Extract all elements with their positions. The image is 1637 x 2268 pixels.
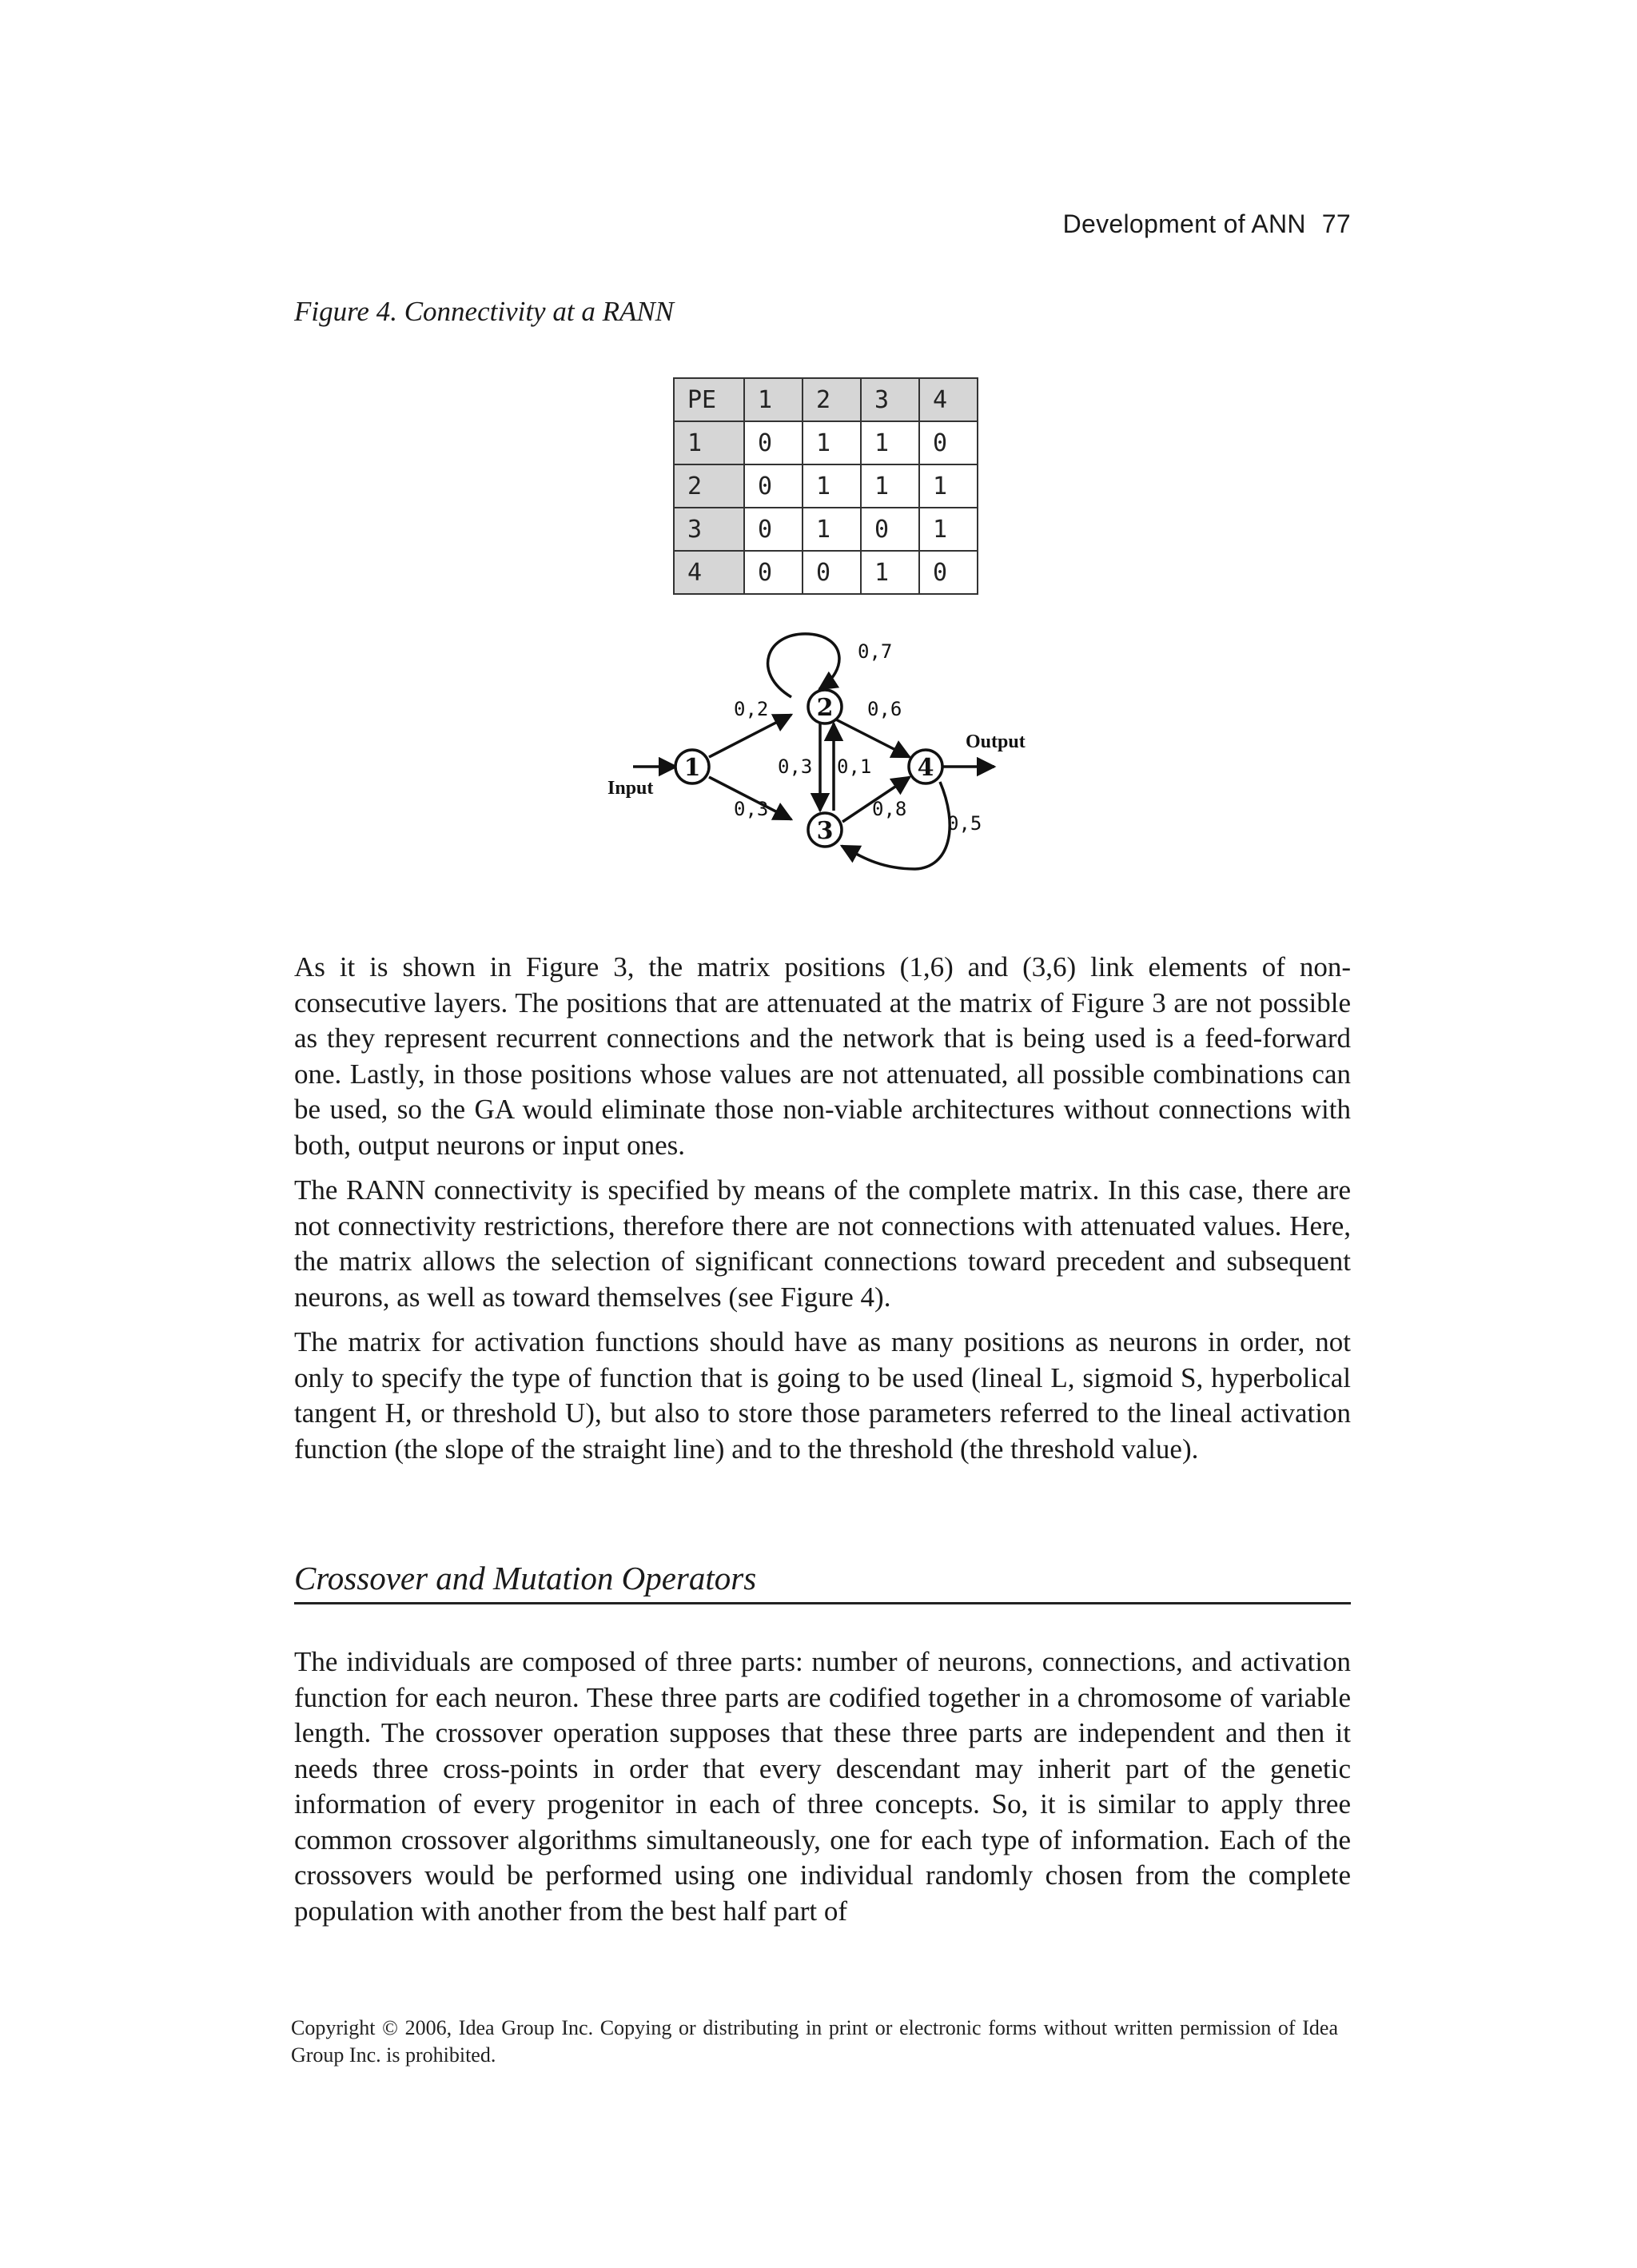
matrix-cell: 0: [744, 421, 803, 464]
matrix-cell: 1: [919, 508, 978, 551]
paragraph: The individuals are composed of three parts: number of neurons, connections, and activation function for each neuron. These three parts are codified together in a chromosome of variable length. The crossover operation supposes that these three parts are independent and then it needs three cross-points in order that every descendant may inherit part of the genetic information of every progenitor in each of three concepts. So, it is similar to apply three common crossover algorithms simultaneously, one for each type of information. Each of the crossovers would be performed using one individual randomly chosen from the complete population with another from the best half part of: [294, 1646, 1351, 1927]
matrix-cell: 0: [744, 464, 803, 508]
weight-1-3: 0,3: [734, 798, 769, 820]
self-loop-2: [768, 634, 839, 697]
matrix-cell: 1: [803, 421, 861, 464]
running-head: [919, 209, 1351, 239]
page-number: 77: [1321, 209, 1351, 238]
matrix-cell: 0: [861, 508, 919, 551]
weight-1-2: 0,2: [734, 698, 769, 720]
matrix-cell: 1: [861, 421, 919, 464]
weight-2-2: 0,7: [858, 640, 893, 663]
weight-3-4: 0,8: [872, 798, 907, 820]
matrix-row: [674, 464, 978, 508]
matrix-row: [674, 421, 978, 464]
copyright-footer: Copyright © 2006, Idea Group Inc. Copying or distributing in print or electronic forms without written permission of Idea Group Inc. is prohibited.: [291, 2016, 1338, 2067]
matrix-row-header: 4: [674, 551, 744, 594]
weight-4-3: 0,5: [947, 812, 982, 835]
rann-network-diagram: [591, 624, 1039, 887]
matrix-cell: 0: [744, 508, 803, 551]
matrix-col-header: 3: [861, 378, 919, 421]
matrix-row-header: 2: [674, 464, 744, 508]
node-4-label: 4: [917, 754, 934, 782]
node-2-label: 2: [816, 694, 834, 722]
matrix-cell: 1: [803, 508, 861, 551]
matrix-header-row: [674, 378, 978, 421]
matrix-cell: 1: [861, 551, 919, 594]
matrix-cell: 0: [919, 421, 978, 464]
running-title: Development of ANN: [1062, 209, 1306, 238]
matrix-row-header: 1: [674, 421, 744, 464]
matrix-col-header: 2: [803, 378, 861, 421]
matrix-cell: 1: [803, 464, 861, 508]
weight-2-3: 0,3: [778, 755, 813, 778]
body-text: [294, 950, 1351, 1477]
edge-4-3: [842, 782, 950, 869]
edge-2-4: [826, 715, 910, 757]
input-label: Input: [607, 778, 654, 799]
matrix-row: [674, 508, 978, 551]
weight-3-2: 0,1: [837, 755, 872, 778]
matrix-cell: 0: [744, 551, 803, 594]
matrix-cell: 0: [919, 551, 978, 594]
node-3-label: 3: [816, 817, 834, 845]
paragraph: The matrix for activation functions should have as many positions as neurons in order, not only to specify the type of function that is going to be used (lineal L, sigmoid S, hyperbolical tangent H, or threshold U), but also to store those parameters referred to the lineal activation function (the slope of the straight line) and to the threshold (the threshold value).: [294, 1326, 1351, 1465]
matrix-col-header: 1: [744, 378, 803, 421]
matrix-row-header: 3: [674, 508, 744, 551]
connectivity-matrix: [673, 377, 978, 595]
paragraph: The RANN connectivity is specified by means of the complete matrix. In this case, there are not connectivity restrictions, therefore there are not connections with attenuated values. Here, the matrix allows the selection of significant connections toward precedent and subsequent neurons, as well as toward themselves (see Figure 4).: [294, 1174, 1351, 1313]
paragraph: As it is shown in Figure 3, the matrix positions (1,6) and (3,6) link elements of non-consecutive layers. The positions that are attenuated at the matrix of Figure 3 are not possible as they represent recurrent connections and the network that is being used is a feed-forward one. Lastly, in those positions whose values are not attenuated, all possible combinations can be used, so the GA would eliminate those non-viable architectures without connections with both, output neurons or input ones.: [294, 951, 1351, 1161]
matrix-corner-cell: PE: [674, 378, 744, 421]
figure-caption: Figure 4. Connectivity at a RANN: [294, 296, 675, 327]
edge-1-2: [709, 715, 791, 757]
matrix-cell: 1: [919, 464, 978, 508]
matrix-row: [674, 551, 978, 594]
matrix-cell: 0: [803, 551, 861, 594]
section-body: [294, 1644, 1351, 1939]
weight-2-4: 0,6: [867, 698, 902, 720]
output-label: Output: [966, 731, 1026, 752]
section-heading: Crossover and Mutation Operators: [294, 1559, 1351, 1604]
matrix-col-header: 4: [919, 378, 978, 421]
matrix-cell: 1: [861, 464, 919, 508]
node-1-label: 1: [683, 754, 701, 782]
